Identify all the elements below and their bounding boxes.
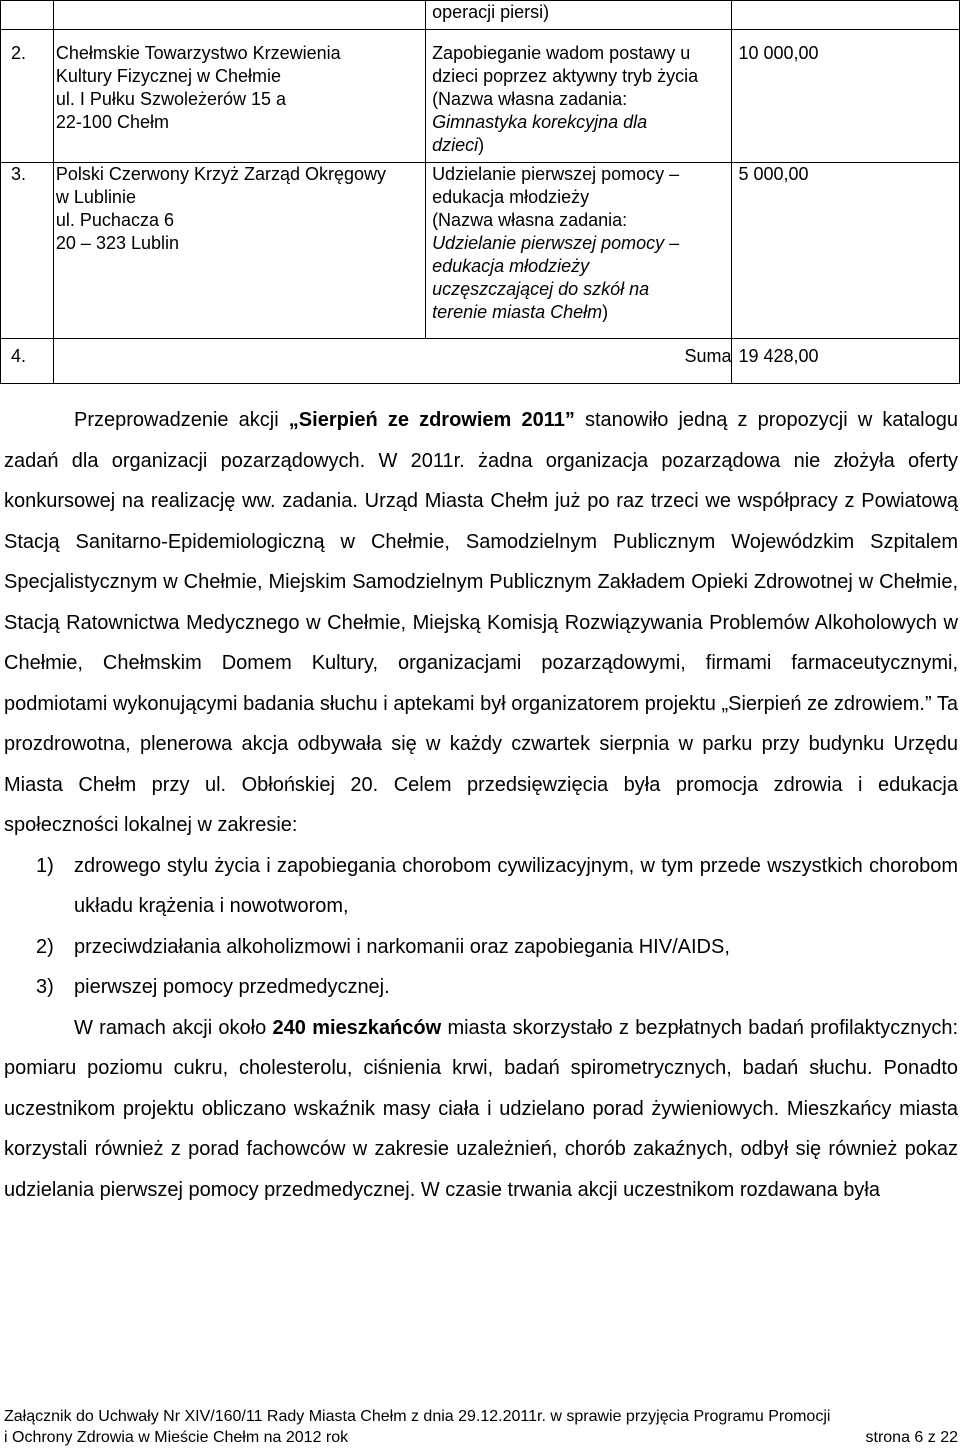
page-footer xyxy=(4,1406,958,1448)
page-number: strona 6 z 22 xyxy=(865,1429,958,1446)
table-row xyxy=(1,1,960,30)
task-close: ) xyxy=(478,135,485,155)
list-number: 3) xyxy=(36,976,54,998)
task-name: Gimnastyka korekcyjna dla dzieci xyxy=(432,112,648,155)
task-description: Zapobieganie wadom postawy u dzieci poprzez aktywny tryb życia (Nazwa własna zadania: xyxy=(432,43,699,109)
task-description: Udzielanie pierwszej pomocy – edukacja młodzieży (Nazwa własna zadania: xyxy=(432,164,680,230)
list-number: 1) xyxy=(36,854,54,877)
list-item xyxy=(4,967,958,1008)
footer-program: i Ochrony Zdrowia w Mieście Chełm na 2012 rok xyxy=(4,1429,349,1446)
row-number: 3. xyxy=(1,163,54,339)
sum-amount: 19 428,00 xyxy=(732,339,960,384)
paragraph: W ramach akcji około 240 mieszkańców miasta skorzystało z bezpłatnych badań profilaktycznych: pomiaru poziomu cukru, cholesterolu, ciśnienia krwi, badań spirometrycznych, badań słuchu. Ponadto uczestnikom projektu obliczano wskaźnik masy ciała i udzielano porad żywieniowych. Mieszkańcy miasta korzystali również z porad fachowców w zakresie uzależnień, chorób zakaźnych, odbył się również pokaz udzielania pierwszej pomocy przedmedycznej. W czasie trwania akcji uczestnikom rozdawana była xyxy=(4,1016,958,1201)
list-number: 2) xyxy=(36,935,54,958)
table-row xyxy=(1,163,960,339)
task-cell xyxy=(426,163,732,339)
amount-cell: 10 000,00 xyxy=(732,30,960,163)
list-text: pierwszej pomocy przedmedycznej. xyxy=(74,976,390,998)
list-item xyxy=(4,846,958,927)
row-number: 4. xyxy=(1,339,54,384)
list-text: zdrowego stylu życia i zapobiegania chorobom cywilizacyjnym, w tym przede wszystkich chorobom układu krążenia i nowotworom, xyxy=(74,854,958,917)
task-name: Udzielanie pierwszej pomocy – edukacja młodzieży uczęszczającej do szkół na terenie miasta Chełm xyxy=(432,233,680,322)
sum-row xyxy=(1,339,960,384)
participants-count: 240 mieszkańców xyxy=(272,1016,442,1039)
amount-cell: 5 000,00 xyxy=(732,163,960,339)
paragraph: Przeprowadzenie akcji „Sierpień ze zdrowiem 2011” stanowiło jedną z propozycji w katalogu zadań dla organizacji pozarządowych. W 2011r. żadna organizacja pozarządowa nie złożyła oferty konkursowej na realizację ww. zadania. Urząd Miasta Chełm już po raz trzeci we współpracy z Powiatową Stacją Sanitarno-Epidemiologiczną w Chełmie, Samodzielnym Publicznym Wojewódzkim Szpitalem Specjalistycznym w Chełmie, Miejskim Samodzielnym Publicznym Zakładem Opieki Zdrowotnej w Chełmie, Stacją Ratownictwa Medycznego w Chełmie, Miejską Komisją Rozwiązywania Problemów Alkoholowych w Chełmie, Chełmskim Domem Kultury, organizacjami pozarządowymi, firmami farmaceutycznymi, podmiotami wykonującymi badania słuchu i aptekami był organizatorem projektu „Sierpień ze zdrowiem.” Ta prozdrowotna, plenerowa akcja odbywała się w każdy czwartek sierpnia w parku przy budynku Urzędu Miasta Chełm przy ul. Obłońskiej 20. Celem przedsięwzięcia była promocja zdrowia i edukacja społeczności lokalnej w zakresie: xyxy=(4,409,958,836)
organization-cell: Chełmskie Towarzystwo Krzewienia Kultury Fizycznej w Chełmie ul. I Pułku Szwoleżerów 15 a 22-100 Chełm xyxy=(53,30,425,163)
list-item xyxy=(4,927,958,968)
task-close: ) xyxy=(602,302,609,322)
list-text: przeciwdziałania alkoholizmowi i narkomanii oraz zapobiegania HIV/AIDS, xyxy=(74,935,730,958)
grants-table xyxy=(0,0,960,384)
task-cell: operacji piersi) xyxy=(426,1,732,30)
task-cell xyxy=(426,30,732,163)
footer-resolution: Załącznik do Uchwały Nr XIV/160/11 Rady Miasta Chełm z dnia 29.12.2011r. w sprawie przyjęcia Programu Promocji xyxy=(4,1408,831,1425)
sum-label: Suma xyxy=(53,339,732,384)
goals-list xyxy=(4,846,958,1008)
table-row xyxy=(1,30,960,163)
row-number: 2. xyxy=(1,30,54,163)
organization-cell: Polski Czerwony Krzyż Zarząd Okręgowy w Lublinie ul. Puchacza 6 20 – 323 Lublin xyxy=(53,163,425,339)
campaign-name: „Sierpień ze zdrowiem 2011” xyxy=(288,409,575,431)
body-text xyxy=(4,400,958,1210)
